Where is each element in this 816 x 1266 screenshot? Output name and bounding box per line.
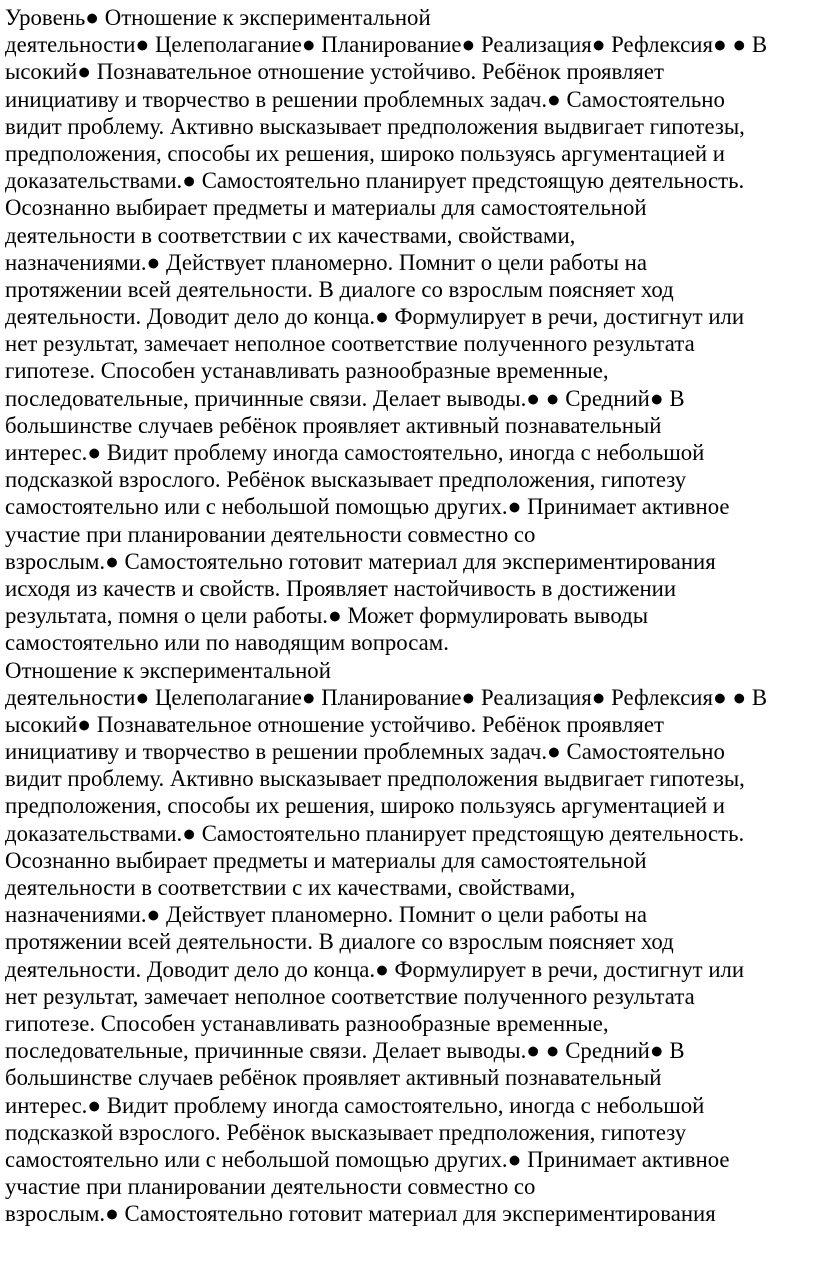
text-line: самостоятельно или по наводящим вопросам. <box>5 630 449 656</box>
text-line: большинстве случаев ребёнок проявляет активный познавательный <box>5 1065 662 1091</box>
text-line: гипотезе. Способен устанавливать разнообразные временные, <box>5 1010 609 1036</box>
text-line: деятельности● Целеполагание● Планирование● Реализация● Рефлексия● ● В <box>5 32 768 58</box>
text-line: предположения, способы их решения, широко пользуясь аргументацией и <box>5 793 725 819</box>
text-line: гипотезе. Способен устанавливать разнообразные временные, <box>5 358 609 384</box>
text-line: деятельности● Целеполагание● Планирование● Реализация● Рефлексия● ● В <box>5 684 768 710</box>
text-line: нет результат, замечает неполное соответствие полученного результата <box>5 331 695 357</box>
text-line: подсказкой взрослого. Ребёнок высказывает предположения, гипотезу <box>5 467 687 493</box>
text-line: ысокий● Познавательное отношение устойчиво. Ребёнок проявляет <box>5 711 664 737</box>
text-line: инициативу и творчество в решении проблемных задач.● Самостоятельно <box>5 86 725 112</box>
text-line: деятельности. Доводит дело до конца.● Формулирует в речи, достигнут или <box>5 956 745 982</box>
text-line: доказательствами.● Самостоятельно планирует предстоящую деятельность. <box>5 168 745 194</box>
text-line: результата, помня о цели работы.● Может формулировать выводы <box>5 603 649 629</box>
text-line: интерес.● Видит проблему иногда самостоятельно, иногда с небольшой <box>5 1092 705 1118</box>
text-line: исходя из качеств и свойств. Проявляет настойчивость в достижении <box>5 575 677 601</box>
paragraph-levels-second <box>5 657 810 1228</box>
text-line: участие при планировании деятельности совместно со <box>5 521 536 547</box>
paragraph-levels-first <box>5 4 810 657</box>
text-line: подсказкой взрослого. Ребёнок высказывает предположения, гипотезу <box>5 1119 687 1145</box>
text-line: видит проблему. Активно высказывает предположения выдвигает гипотезы, <box>5 766 745 792</box>
text-line: деятельности в соответствии с их качествами, свойствами, <box>5 875 576 900</box>
text-line: взрослым.● Самостоятельно готовит материал для экспериментирования <box>5 1201 716 1227</box>
text-line: интерес.● Видит проблему иногда самостоятельно, иногда с небольшой <box>5 440 705 465</box>
text-line: большинстве случаев ребёнок проявляет активный познавательный <box>5 412 662 438</box>
text-line: деятельности. Доводит дело до конца.● Формулирует в речи, достигнут или <box>5 304 745 330</box>
text-line: Уровень● Отношение к экспериментальной <box>5 5 431 30</box>
text-line: последовательные, причинные связи. Делает выводы.● ● Средний● В <box>5 385 685 411</box>
text-line: протяжении всей деятельности. В диалоге со взрослым поясняет ход <box>5 929 674 955</box>
text-line: последовательные, причинные связи. Делает выводы.● ● Средний● В <box>5 1038 685 1064</box>
text-line: участие при планировании деятельности совместно со <box>5 1174 536 1200</box>
text-line: Осознанно выбирает предметы и материалы для самостоятельной <box>5 195 647 221</box>
text-line: самостоятельно или с небольшой помощью других.● Принимает активное <box>5 494 730 520</box>
text-line: самостоятельно или с небольшой помощью других.● Принимает активное <box>5 1146 730 1172</box>
text-line: Осознанно выбирает предметы и материалы для самостоятельной <box>5 847 647 873</box>
text-line: инициативу и творчество в решении проблемных задач.● Самостоятельно <box>5 739 725 765</box>
text-line: деятельности в соответствии с их качествами, свойствами, <box>5 222 576 248</box>
text-line: видит проблему. Активно высказывает предположения выдвигает гипотезы, <box>5 113 745 139</box>
text-line: доказательствами.● Самостоятельно планирует предстоящую деятельность. <box>5 820 745 846</box>
text-line: взрослым.● Самостоятельно готовит материал для экспериментирования <box>5 548 716 574</box>
text-line: ысокий● Познавательное отношение устойчиво. Ребёнок проявляет <box>5 59 664 85</box>
text-line: предположения, способы их решения, широко пользуясь аргументацией и <box>5 140 725 166</box>
text-line: назначениями.● Действует планомерно. Помнит о цели работы на <box>5 902 647 928</box>
text-line: протяжении всей деятельности. В диалоге со взрослым поясняет ход <box>5 276 674 302</box>
text-line: нет результат, замечает неполное соответствие полученного результата <box>5 983 695 1009</box>
text-line: назначениями.● Действует планомерно. Помнит о цели работы на <box>5 249 647 275</box>
text-line: Отношение к экспериментальной <box>5 657 331 683</box>
